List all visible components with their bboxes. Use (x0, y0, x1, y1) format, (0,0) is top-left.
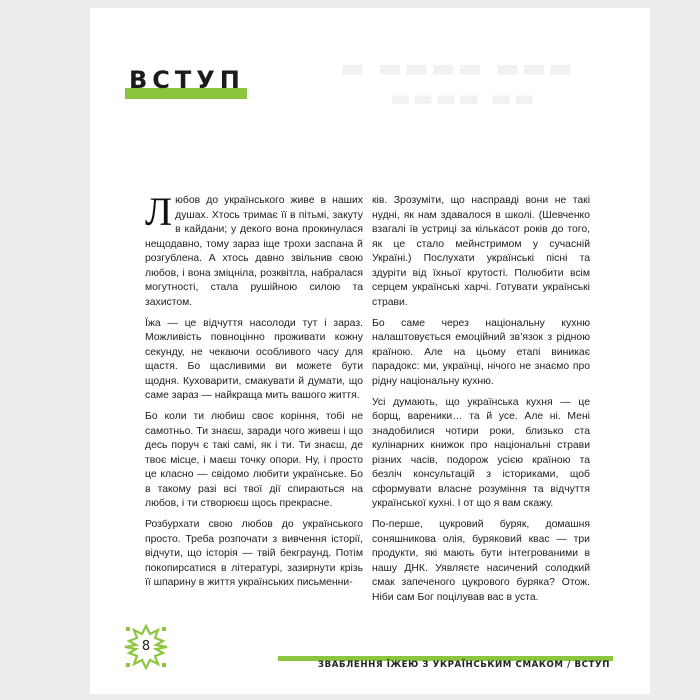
paragraph-text: Їжа — це відчуття насолоди тут і зараз. Можливість повноцінно проживати кожну секунду, не чекаючи особливого часу для щастя. Бо щасливими ви можете бути щодня. Куховарити, смакувати й думати, що саме зараз — найкраща мить вашого життя. (145, 317, 363, 401)
paragraph (372, 518, 590, 605)
text-column-left (145, 189, 363, 597)
paragraph-text: Розбурхати свою любов до українського просто. Треба розпочати з вивчення історії, відчути, що історія — твій бекграунд. Потім покопирсатися в літературі, зазирнути крізь її шпарину в життя українських письменни- (145, 519, 363, 588)
drop-cap: Л (145, 189, 173, 234)
paragraph (145, 317, 363, 404)
paragraph (372, 317, 590, 390)
paragraph-text: Усі думають, що українська кухня — це борщ, вареники… та й усе. Але ні. Мені знадобилися чотири роки, близько ста кулінарних книжок про національні страви різних часів, подорож усією країною та безліч консультацій з істориками, щоб сформувати власне розуміння та відчуття української кухні. І от що я вам скажу. (372, 396, 590, 509)
running-title: ЗВАБЛЕННЯ ЇЖЕЮ З УКРАЇНСЬКИМ СМАКОМ / ВСТУП (317, 660, 610, 670)
paragraph (372, 396, 590, 512)
paragraph (145, 410, 363, 512)
paragraph (145, 189, 363, 310)
book-page (90, 8, 650, 694)
paragraph-text: ків. Зрозуміти, що насправді вони не такі нудні, як нам здавалося в школі. (Шевченко взагалі їв устриці за кількасот років до того, як це стало мейнстримом у сучасній Україні.) Послухати українські пісні та здуріти від їхньої крутості. Полюбити всім серцем українські харчі. Готувати українські страви. (372, 195, 590, 308)
paragraph-text: юбов до українського живе в наших душах. Хтось тримає її в пітьмі, закуту в кайдани; у декого вона прокинулася нещодавно, тому зараз іще трохи заспана й розгублена. А хтось давно звільнив свою любов, і вона зміцніла, розквітла, набралася могутності, стала рушійною силою та захистом. (145, 195, 363, 308)
show-through-text: ▬▬▬▬ ▬▬ (390, 88, 537, 113)
paragraph (145, 518, 363, 591)
page-title: ВСТУП (129, 66, 245, 94)
page-number: 8 (141, 639, 151, 654)
paragraph-text: По-перше, цукровий буряк, домашня соняшникова олія, буряковий квас — три продукти, які мають бути інтегрованими в нашу ДНК. Уявляєте насичений солодкий смак запеченого цукрового буряка? Отож. Ніби сам Бог поцілував вас в уста. (372, 519, 590, 603)
show-through-text: ▬ ▬▬▬▬ ▬▬▬ (340, 56, 575, 86)
paragraph-text: Бо коли ти любиш своє коріння, тобі не самотньо. Ти знаєш, заради чого живеш і що десь поруч є такі самі, як і ти. Ти знаєш, де твоє місце, і маєш точку опори. Ну, і просто це класно — свідомо любити українське. Бо в такому разі всі твої дії спираються на любов, і ти створюєш щось прекрасне. (145, 411, 363, 509)
paragraph-text: Бо саме через національну кухню налаштовується емоційний зв’язок з рідною країною. Але на цьому етапі виникає парадокс: ми, українці, нічого не знаємо про рідну національну кухню. (372, 317, 590, 387)
paragraph (372, 194, 590, 310)
text-column-right (372, 194, 590, 612)
